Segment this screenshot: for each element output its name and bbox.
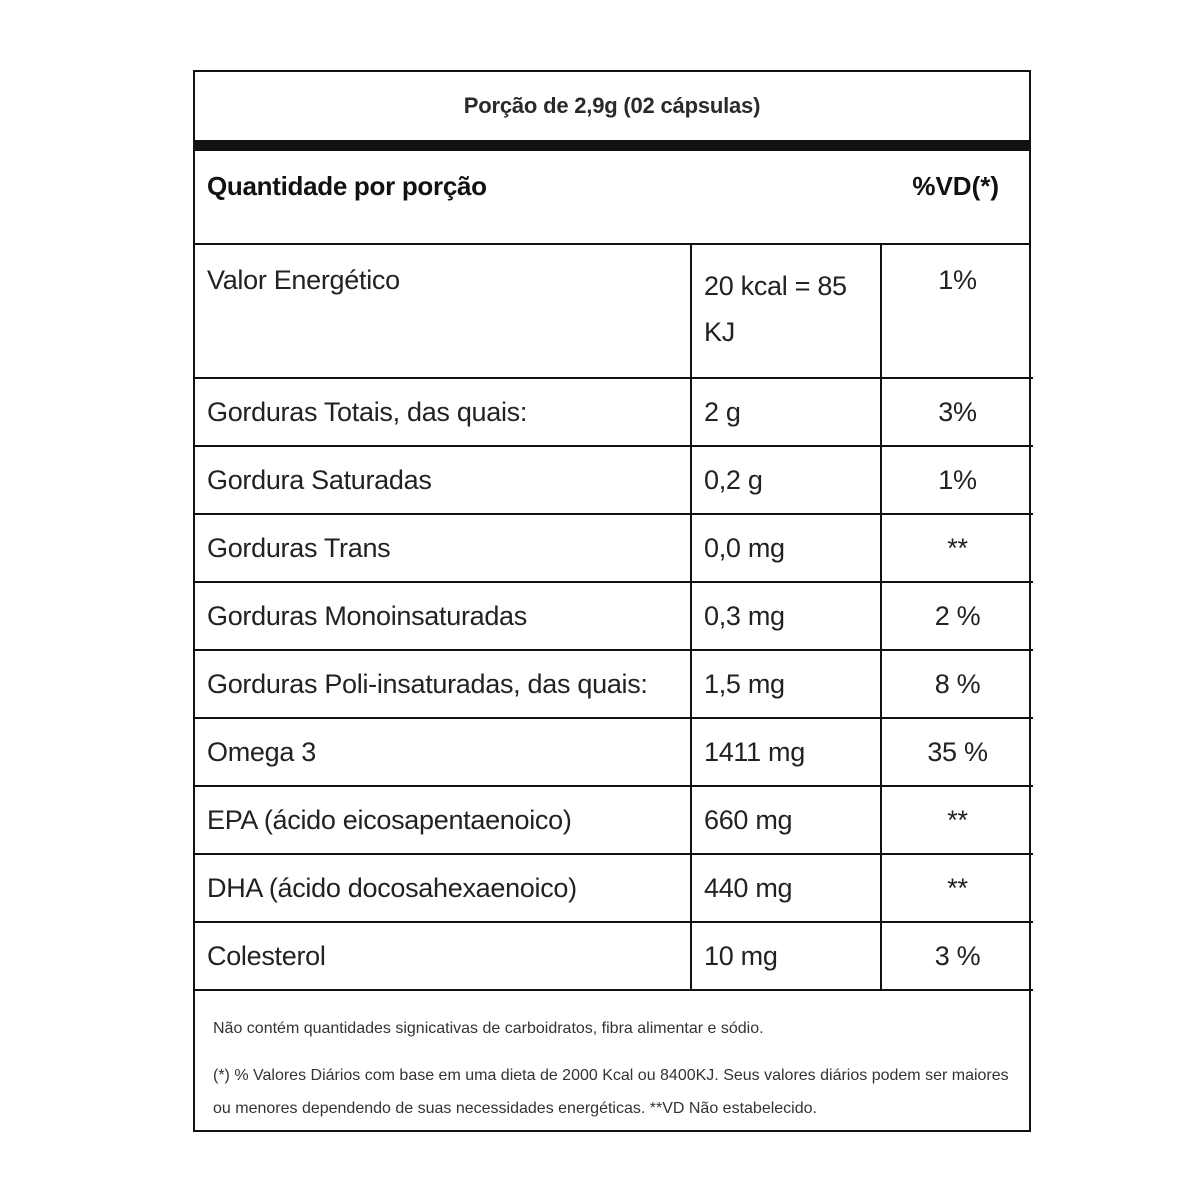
- table-row: [195, 582, 1033, 650]
- nutrient-daily-value: 3%: [881, 378, 1033, 446]
- nutrient-name: Gorduras Monoinsaturadas: [195, 582, 691, 650]
- table-row: [195, 245, 1033, 378]
- table-row: [195, 514, 1033, 582]
- nutrient-daily-value: **: [881, 786, 1033, 854]
- footnote-not-significant: Não contém quantidades signicativas de carboidratos, fibra alimentar e sódio.: [213, 1020, 764, 1037]
- table-row: [195, 446, 1033, 514]
- table-row: [195, 718, 1033, 786]
- nutrient-daily-value: **: [881, 514, 1033, 582]
- quantity-per-serving-label: Quantidade por porção: [207, 171, 487, 201]
- footnotes: [213, 1012, 1013, 1125]
- nutrient-daily-value: 3 %: [881, 922, 1033, 990]
- nutrient-name: Gorduras Totais, das quais:: [195, 378, 691, 446]
- nutrient-amount: 660 mg: [691, 786, 881, 854]
- nutrient-name: Colesterol: [195, 922, 691, 990]
- table-header: [195, 151, 1029, 245]
- nutrient-amount: 10 mg: [691, 922, 881, 990]
- nutrient-daily-value: **: [881, 854, 1033, 922]
- table-row: [195, 378, 1033, 446]
- nutrient-amount: 1411 mg: [691, 718, 881, 786]
- nutrient-amount: 0,0 mg: [691, 514, 881, 582]
- nutrient-amount: 20 kcal = 85 KJ: [691, 245, 881, 378]
- nutrition-facts-table: [193, 70, 1031, 1132]
- nutrient-table: [195, 245, 1033, 991]
- nutrient-daily-value: 8 %: [881, 650, 1033, 718]
- thick-divider: [195, 140, 1029, 151]
- footnote-daily-values: (*) % Valores Diários com base em uma dieta de 2000 Kcal ou 8400KJ. Seus valores diários podem ser maiores ou menores dependendo de suas necessidades energéticas. **VD Não estabelecido.: [213, 1067, 1009, 1117]
- nutrient-amount: 0,3 mg: [691, 582, 881, 650]
- nutrient-name: Gordura Saturadas: [195, 446, 691, 514]
- nutrient-amount: 1,5 mg: [691, 650, 881, 718]
- nutrient-amount: 0,2 g: [691, 446, 881, 514]
- daily-value-label: %VD(*): [912, 171, 999, 201]
- table-row: [195, 786, 1033, 854]
- serving-size: Porção de 2,9g (02 cápsulas): [463, 93, 761, 118]
- nutrient-name: Gorduras Poli-insaturadas, das quais:: [195, 650, 691, 718]
- nutrient-amount: 440 mg: [691, 854, 881, 922]
- table-row: [195, 854, 1033, 922]
- nutrient-daily-value: 35 %: [881, 718, 1033, 786]
- nutrient-daily-value: 1%: [881, 446, 1033, 514]
- nutrient-name: Gorduras Trans: [195, 514, 691, 582]
- nutrient-daily-value: 1%: [881, 245, 1033, 378]
- nutrient-daily-value: 2 %: [881, 582, 1033, 650]
- table-row: [195, 922, 1033, 990]
- nutrient-name: Omega 3: [195, 718, 691, 786]
- nutrient-name: DHA (ácido docosahexaenoico): [195, 854, 691, 922]
- nutrient-name: EPA (ácido eicosapentaenoico): [195, 786, 691, 854]
- table-row: [195, 650, 1033, 718]
- nutrient-amount: 2 g: [691, 378, 881, 446]
- nutrient-name: Valor Energético: [195, 245, 691, 378]
